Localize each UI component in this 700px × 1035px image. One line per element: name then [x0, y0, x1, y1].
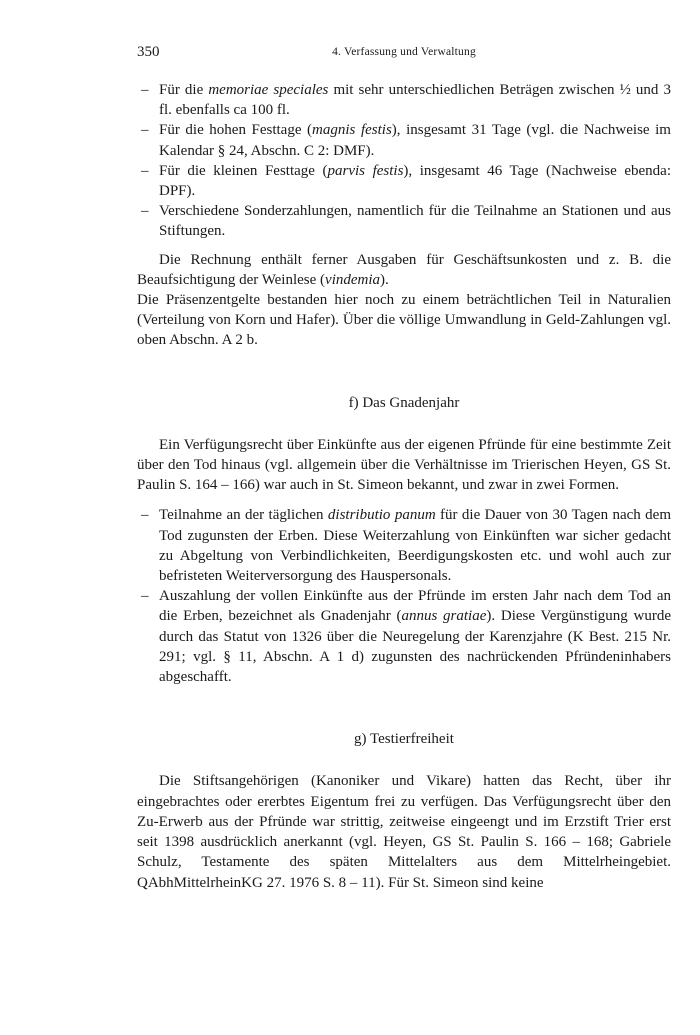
page-header — [137, 44, 671, 64]
dash-bullet: – — [141, 122, 149, 139]
dash-bullet: – — [141, 162, 149, 179]
page-body — [137, 80, 671, 893]
list-item: – Für die hohen Festtage (magnis festis), insgesamt 31 Tage (vgl. die Nachweise im Kalendar § 24, Abschn. C 2: DMF). — [141, 122, 671, 159]
paragraph-testierfreiheit: Die Stiftsangehörigen (Kanoniker und Vikare) hatten das Recht, über ihr eingebrachtes oder ererbtes Eigentum frei zu verfügen. Das Verfügungsrecht über den Zu-Erwerb aus der Pfründe war strittig, zeitweise eingeengt und im Erzstift Trier erst seit 1398 ausdrücklich anerkannt (vgl. Heyen, GS St. Paulin S. 166 – 168; Gabriele Schulz, Testamente des späten Mittelalters aus dem Mittelrheingebiet. QAbhMittelrheinKG 27. 1976 S. 8 – 11). Für St. Simeon sind keine — [137, 773, 671, 891]
list-item: – Auszahlung der vollen Einkünfte aus der Pfründe im ersten Jahr nach dem Tod an die Erben, bezeichnet als Gnadenjahr (annus gratiae). Diese Vergünstigung wurde durch das Statut von 1326 über die Neuregelung der Karenzjahre (K Best. 215 Nr. 291; vgl. § 11, Abschn. A 1 d) zugunsten des nachrückenden Pfründeninhabers abgeschafft. — [141, 588, 672, 686]
dash-bullet: – — [141, 82, 149, 98]
list-item: – Für die memoriae speciales mit sehr unterschiedlichen Beträgen zwischen ½ und 3 fl. ebenfalls ca 100 fl. — [141, 82, 671, 119]
dash-bullet: – — [141, 507, 149, 524]
page-number: 350 — [137, 44, 160, 60]
paragraph-gnadenjahr: Ein Verfügungsrecht über Einkünfte aus der eigenen Pfründe für eine bestimmte Zeit über den Tod hinaus (vgl. allgemein über die Verhältnisse im Trierischen Heyen, GS St. Paulin S. 164 – 166) war auch in St. Simeon bekannt, und zwar in zwei Formen. — [137, 436, 671, 494]
list-item: – Teilnahme an der täglichen distributio panum für die Dauer von 30 Tagen nach dem Tod zugunsten der Erben. Diese Weiterzahlung von Einkünften war sicher gedacht zu Abgeltung von Verbindlichkeiten, Beerdigungskosten etc. und wohl auch zur befristeten Weiterversorgung des Hauspersonals. — [141, 507, 671, 585]
paragraph-expenses: Die Rechnung enthält ferner Ausgaben für Geschäftsunkosten und z. B. die Beaufsichtigung der Weinlese (vindemia). — [137, 251, 671, 288]
dash-bullet: – — [141, 588, 149, 605]
gnadenjahr-list — [137, 505, 671, 687]
dash-bullet: – — [141, 203, 149, 220]
section-title-testierfreiheit: g) Testierfreiheit — [354, 731, 454, 748]
payment-list — [137, 80, 671, 242]
section-title-gnadenjahr: f) Das Gnadenjahr — [348, 394, 460, 411]
list-item: – Verschiedene Sonderzahlungen, namentlich für die Teilnahme an Stationen und aus Stiftungen. — [141, 203, 671, 240]
running-head: 4. Verfassung und Verwaltung — [332, 46, 476, 58]
paragraph-presence-fees: Die Präsenzentgelte bestanden hier noch zu einem beträchtlichen Teil in Naturalien (Verteilung von Korn und Hafer). Über die völlige Umwandlung in Geld-Zahlungen vgl. oben Abschn. A 2 b. — [137, 292, 671, 349]
list-item: – Für die kleinen Festtage (parvis festis), insgesamt 46 Tage (Nachweise ebenda: DPF). — [141, 162, 671, 200]
